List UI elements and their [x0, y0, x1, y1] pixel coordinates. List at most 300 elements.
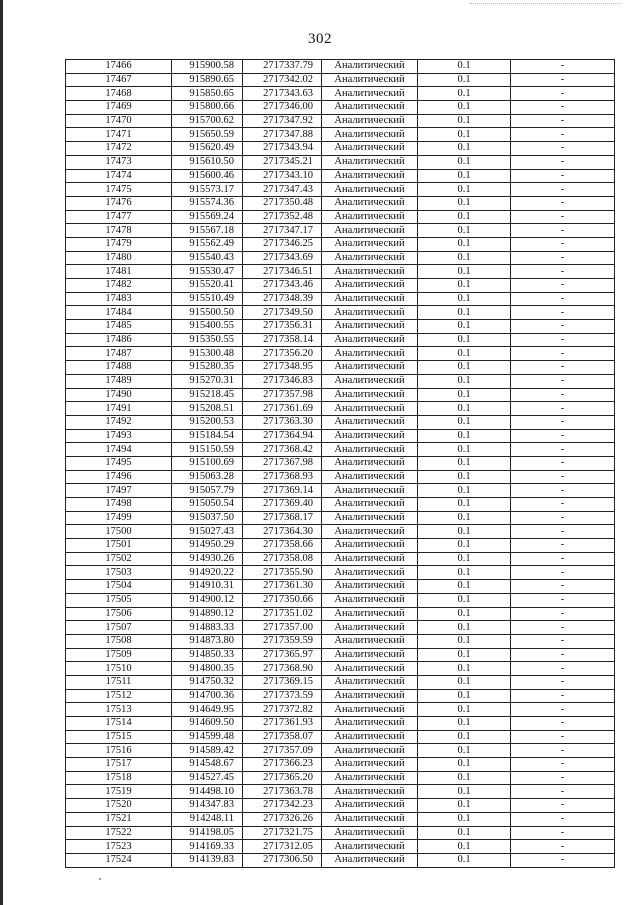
method-cell: Аналитический	[322, 333, 418, 347]
table-row	[66, 265, 615, 279]
table-row	[66, 114, 615, 128]
point-number-cell: 17473	[66, 155, 172, 169]
table-row	[66, 361, 615, 375]
method-cell: Аналитический	[322, 196, 418, 210]
point-number-cell: 17521	[66, 812, 172, 826]
table-row	[66, 73, 615, 87]
description-cell: -	[511, 361, 615, 375]
method-cell: Аналитический	[322, 306, 418, 320]
accuracy-cell: 0.1	[418, 812, 511, 826]
x-coordinate-cell: 914883.33	[172, 621, 243, 635]
accuracy-cell: 0.1	[418, 607, 511, 621]
description-cell: -	[511, 689, 615, 703]
method-cell: Аналитический	[322, 525, 418, 539]
accuracy-cell: 0.1	[418, 744, 511, 758]
method-cell: Аналитический	[322, 142, 418, 156]
y-coordinate-cell: 2717357.98	[243, 388, 322, 402]
x-coordinate-cell: 915650.59	[172, 128, 243, 142]
x-coordinate-cell: 915530.47	[172, 265, 243, 279]
x-coordinate-cell: 915600.46	[172, 169, 243, 183]
method-cell: Аналитический	[322, 101, 418, 115]
method-cell: Аналитический	[322, 224, 418, 238]
y-coordinate-cell: 2717326.26	[243, 812, 322, 826]
point-number-cell: 17519	[66, 785, 172, 799]
accuracy-cell: 0.1	[418, 566, 511, 580]
y-coordinate-cell: 2717361.93	[243, 717, 322, 731]
method-cell: Аналитический	[322, 675, 418, 689]
accuracy-cell: 0.1	[418, 306, 511, 320]
accuracy-cell: 0.1	[418, 717, 511, 731]
x-coordinate-cell: 915200.53	[172, 415, 243, 429]
table-row	[66, 101, 615, 115]
method-cell: Аналитический	[322, 566, 418, 580]
x-coordinate-cell: 914873.80	[172, 634, 243, 648]
description-cell: -	[511, 306, 615, 320]
description-cell: -	[511, 443, 615, 457]
point-number-cell: 17471	[66, 128, 172, 142]
method-cell: Аналитический	[322, 730, 418, 744]
x-coordinate-cell: 914800.35	[172, 662, 243, 676]
accuracy-cell: 0.1	[418, 689, 511, 703]
y-coordinate-cell: 2717358.08	[243, 552, 322, 566]
y-coordinate-cell: 2717372.82	[243, 703, 322, 717]
table-row	[66, 566, 615, 580]
table-row	[66, 251, 615, 265]
table-row	[66, 333, 615, 347]
x-coordinate-cell: 914950.29	[172, 539, 243, 553]
description-cell: -	[511, 826, 615, 840]
description-cell: -	[511, 717, 615, 731]
point-number-cell: 17485	[66, 320, 172, 334]
accuracy-cell: 0.1	[418, 484, 511, 498]
method-cell: Аналитический	[322, 237, 418, 251]
table-row	[66, 429, 615, 443]
method-cell: Аналитический	[322, 73, 418, 87]
y-coordinate-cell: 2717351.02	[243, 607, 322, 621]
description-cell: -	[511, 60, 615, 74]
point-number-cell: 17482	[66, 279, 172, 293]
y-coordinate-cell: 2717321.75	[243, 826, 322, 840]
description-cell: -	[511, 224, 615, 238]
x-coordinate-cell: 915057.79	[172, 484, 243, 498]
table-row	[66, 224, 615, 238]
point-number-cell: 17515	[66, 730, 172, 744]
point-number-cell: 17476	[66, 196, 172, 210]
y-coordinate-cell: 2717367.98	[243, 456, 322, 470]
y-coordinate-cell: 2717359.59	[243, 634, 322, 648]
table-row	[66, 142, 615, 156]
y-coordinate-cell: 2717356.20	[243, 347, 322, 361]
y-coordinate-cell: 2717368.17	[243, 511, 322, 525]
point-number-cell: 17503	[66, 566, 172, 580]
x-coordinate-cell: 915050.54	[172, 498, 243, 512]
method-cell: Аналитический	[322, 183, 418, 197]
y-coordinate-cell: 2717364.94	[243, 429, 322, 443]
table-row	[66, 744, 615, 758]
point-number-cell: 17472	[66, 142, 172, 156]
x-coordinate-cell: 914850.33	[172, 648, 243, 662]
y-coordinate-cell: 2717306.50	[243, 853, 322, 867]
y-coordinate-cell: 2717337.79	[243, 60, 322, 74]
accuracy-cell: 0.1	[418, 265, 511, 279]
table-row	[66, 853, 615, 867]
accuracy-cell: 0.1	[418, 333, 511, 347]
description-cell: -	[511, 484, 615, 498]
accuracy-cell: 0.1	[418, 853, 511, 867]
x-coordinate-cell: 915280.35	[172, 361, 243, 375]
x-coordinate-cell: 914910.31	[172, 580, 243, 594]
method-cell: Аналитический	[322, 320, 418, 334]
method-cell: Аналитический	[322, 292, 418, 306]
x-coordinate-cell: 915270.31	[172, 374, 243, 388]
y-coordinate-cell: 2717350.66	[243, 593, 322, 607]
table-row	[66, 484, 615, 498]
point-number-cell: 17475	[66, 183, 172, 197]
table-row	[66, 580, 615, 594]
point-number-cell: 17513	[66, 703, 172, 717]
method-cell: Аналитический	[322, 662, 418, 676]
method-cell: Аналитический	[322, 429, 418, 443]
table-row	[66, 826, 615, 840]
x-coordinate-cell: 915567.18	[172, 224, 243, 238]
y-coordinate-cell: 2717357.09	[243, 744, 322, 758]
accuracy-cell: 0.1	[418, 320, 511, 334]
x-coordinate-cell: 915037.50	[172, 511, 243, 525]
method-cell: Аналитический	[322, 785, 418, 799]
method-cell: Аналитический	[322, 580, 418, 594]
point-number-cell: 17508	[66, 634, 172, 648]
point-number-cell: 17512	[66, 689, 172, 703]
x-coordinate-cell: 914589.42	[172, 744, 243, 758]
description-cell: -	[511, 374, 615, 388]
table-row	[66, 758, 615, 772]
method-cell: Аналитический	[322, 443, 418, 457]
point-number-cell: 17489	[66, 374, 172, 388]
method-cell: Аналитический	[322, 539, 418, 553]
table-row	[66, 306, 615, 320]
table-row	[66, 840, 615, 854]
y-coordinate-cell: 2717373.59	[243, 689, 322, 703]
description-cell: -	[511, 648, 615, 662]
method-cell: Аналитический	[322, 265, 418, 279]
y-coordinate-cell: 2717358.66	[243, 539, 322, 553]
y-coordinate-cell: 2717363.78	[243, 785, 322, 799]
x-coordinate-cell: 914599.48	[172, 730, 243, 744]
accuracy-cell: 0.1	[418, 675, 511, 689]
y-coordinate-cell: 2717350.48	[243, 196, 322, 210]
accuracy-cell: 0.1	[418, 621, 511, 635]
accuracy-cell: 0.1	[418, 470, 511, 484]
point-number-cell: 17486	[66, 333, 172, 347]
x-coordinate-cell: 914609.50	[172, 717, 243, 731]
y-coordinate-cell: 2717365.20	[243, 771, 322, 785]
description-cell: -	[511, 730, 615, 744]
y-coordinate-cell: 2717342.23	[243, 799, 322, 813]
accuracy-cell: 0.1	[418, 648, 511, 662]
description-cell: -	[511, 456, 615, 470]
y-coordinate-cell: 2717369.15	[243, 675, 322, 689]
table-row	[66, 320, 615, 334]
accuracy-cell: 0.1	[418, 347, 511, 361]
point-number-cell: 17496	[66, 470, 172, 484]
y-coordinate-cell: 2717364.30	[243, 525, 322, 539]
accuracy-cell: 0.1	[418, 210, 511, 224]
y-coordinate-cell: 2717312.05	[243, 840, 322, 854]
description-cell: -	[511, 292, 615, 306]
point-number-cell: 17467	[66, 73, 172, 87]
method-cell: Аналитический	[322, 717, 418, 731]
accuracy-cell: 0.1	[418, 224, 511, 238]
x-coordinate-cell: 915573.17	[172, 183, 243, 197]
table-row	[66, 388, 615, 402]
table-row	[66, 771, 615, 785]
method-cell: Аналитический	[322, 498, 418, 512]
y-coordinate-cell: 2717349.50	[243, 306, 322, 320]
description-cell: -	[511, 799, 615, 813]
description-cell: -	[511, 101, 615, 115]
accuracy-cell: 0.1	[418, 128, 511, 142]
method-cell: Аналитический	[322, 648, 418, 662]
x-coordinate-cell: 915700.62	[172, 114, 243, 128]
table-row	[66, 279, 615, 293]
accuracy-cell: 0.1	[418, 580, 511, 594]
accuracy-cell: 0.1	[418, 758, 511, 772]
method-cell: Аналитический	[322, 771, 418, 785]
method-cell: Аналитический	[322, 607, 418, 621]
table-row	[66, 60, 615, 74]
y-coordinate-cell: 2717358.14	[243, 333, 322, 347]
y-coordinate-cell: 2717365.97	[243, 648, 322, 662]
point-number-cell: 17469	[66, 101, 172, 115]
table-row	[66, 593, 615, 607]
x-coordinate-cell: 915610.50	[172, 155, 243, 169]
y-coordinate-cell: 2717342.02	[243, 73, 322, 87]
table-row	[66, 210, 615, 224]
x-coordinate-cell: 915184.54	[172, 429, 243, 443]
x-coordinate-cell: 914139.83	[172, 853, 243, 867]
accuracy-cell: 0.1	[418, 662, 511, 676]
description-cell: -	[511, 853, 615, 867]
method-cell: Аналитический	[322, 402, 418, 416]
x-coordinate-cell: 915850.65	[172, 87, 243, 101]
x-coordinate-cell: 914548.67	[172, 758, 243, 772]
y-coordinate-cell: 2717358.07	[243, 730, 322, 744]
y-coordinate-cell: 2717361.30	[243, 580, 322, 594]
method-cell: Аналитический	[322, 361, 418, 375]
table-row	[66, 730, 615, 744]
point-number-cell: 17520	[66, 799, 172, 813]
accuracy-cell: 0.1	[418, 73, 511, 87]
description-cell: -	[511, 320, 615, 334]
point-number-cell: 17505	[66, 593, 172, 607]
accuracy-cell: 0.1	[418, 634, 511, 648]
description-cell: -	[511, 114, 615, 128]
x-coordinate-cell: 914169.33	[172, 840, 243, 854]
coordinates-table-body	[66, 60, 615, 868]
method-cell: Аналитический	[322, 279, 418, 293]
x-coordinate-cell: 914900.12	[172, 593, 243, 607]
description-cell: -	[511, 607, 615, 621]
description-cell: -	[511, 675, 615, 689]
x-coordinate-cell: 915063.28	[172, 470, 243, 484]
y-coordinate-cell: 2717363.30	[243, 415, 322, 429]
x-coordinate-cell: 915218.45	[172, 388, 243, 402]
accuracy-cell: 0.1	[418, 785, 511, 799]
point-number-cell: 17477	[66, 210, 172, 224]
accuracy-cell: 0.1	[418, 826, 511, 840]
x-coordinate-cell: 915890.65	[172, 73, 243, 87]
y-coordinate-cell: 2717348.95	[243, 361, 322, 375]
point-number-cell: 17494	[66, 443, 172, 457]
table-row	[66, 662, 615, 676]
y-coordinate-cell: 2717366.23	[243, 758, 322, 772]
x-coordinate-cell: 915027.43	[172, 525, 243, 539]
x-coordinate-cell: 914198.05	[172, 826, 243, 840]
accuracy-cell: 0.1	[418, 525, 511, 539]
method-cell: Аналитический	[322, 388, 418, 402]
accuracy-cell: 0.1	[418, 374, 511, 388]
y-coordinate-cell: 2717347.92	[243, 114, 322, 128]
table-row	[66, 799, 615, 813]
method-cell: Аналитический	[322, 87, 418, 101]
description-cell: -	[511, 552, 615, 566]
description-cell: -	[511, 155, 615, 169]
x-coordinate-cell: 914750.32	[172, 675, 243, 689]
description-cell: -	[511, 251, 615, 265]
point-number-cell: 17468	[66, 87, 172, 101]
y-coordinate-cell: 2717343.10	[243, 169, 322, 183]
x-coordinate-cell: 915100.69	[172, 456, 243, 470]
accuracy-cell: 0.1	[418, 142, 511, 156]
table-row	[66, 237, 615, 251]
accuracy-cell: 0.1	[418, 771, 511, 785]
coordinates-table	[65, 59, 615, 868]
y-coordinate-cell: 2717346.00	[243, 101, 322, 115]
point-number-cell: 17493	[66, 429, 172, 443]
x-coordinate-cell: 914649.95	[172, 703, 243, 717]
y-coordinate-cell: 2717345.21	[243, 155, 322, 169]
point-number-cell: 17492	[66, 415, 172, 429]
table-row	[66, 347, 615, 361]
x-coordinate-cell: 914527.45	[172, 771, 243, 785]
point-number-cell: 17511	[66, 675, 172, 689]
method-cell: Аналитический	[322, 484, 418, 498]
description-cell: -	[511, 429, 615, 443]
point-number-cell: 17478	[66, 224, 172, 238]
x-coordinate-cell: 915500.50	[172, 306, 243, 320]
y-coordinate-cell: 2717361.69	[243, 402, 322, 416]
x-coordinate-cell: 915540.43	[172, 251, 243, 265]
point-number-cell: 17479	[66, 237, 172, 251]
table-row	[66, 498, 615, 512]
accuracy-cell: 0.1	[418, 251, 511, 265]
point-number-cell: 17488	[66, 361, 172, 375]
table-row	[66, 621, 615, 635]
method-cell: Аналитический	[322, 758, 418, 772]
description-cell: -	[511, 621, 615, 635]
description-cell: -	[511, 662, 615, 676]
point-number-cell: 17499	[66, 511, 172, 525]
description-cell: -	[511, 265, 615, 279]
method-cell: Аналитический	[322, 634, 418, 648]
point-number-cell: 17523	[66, 840, 172, 854]
x-coordinate-cell: 915569.24	[172, 210, 243, 224]
description-cell: -	[511, 183, 615, 197]
description-cell: -	[511, 415, 615, 429]
method-cell: Аналитический	[322, 744, 418, 758]
method-cell: Аналитический	[322, 128, 418, 142]
accuracy-cell: 0.1	[418, 155, 511, 169]
point-number-cell: 17487	[66, 347, 172, 361]
y-coordinate-cell: 2717368.90	[243, 662, 322, 676]
x-coordinate-cell: 914890.12	[172, 607, 243, 621]
description-cell: -	[511, 785, 615, 799]
point-number-cell: 17504	[66, 580, 172, 594]
description-cell: -	[511, 402, 615, 416]
description-cell: -	[511, 87, 615, 101]
x-coordinate-cell: 914700.36	[172, 689, 243, 703]
point-number-cell: 17484	[66, 306, 172, 320]
table-row	[66, 169, 615, 183]
table-row	[66, 717, 615, 731]
table-row	[66, 634, 615, 648]
description-cell: -	[511, 237, 615, 251]
point-number-cell: 17498	[66, 498, 172, 512]
description-cell: -	[511, 347, 615, 361]
accuracy-cell: 0.1	[418, 415, 511, 429]
accuracy-cell: 0.1	[418, 730, 511, 744]
page-number: 302	[308, 31, 332, 47]
table-row	[66, 443, 615, 457]
method-cell: Аналитический	[322, 799, 418, 813]
method-cell: Аналитический	[322, 853, 418, 867]
table-row	[66, 689, 615, 703]
point-number-cell: 17480	[66, 251, 172, 265]
description-cell: -	[511, 539, 615, 553]
table-row	[66, 470, 615, 484]
description-cell: -	[511, 812, 615, 826]
point-number-cell: 17491	[66, 402, 172, 416]
method-cell: Аналитический	[322, 169, 418, 183]
method-cell: Аналитический	[322, 826, 418, 840]
accuracy-cell: 0.1	[418, 101, 511, 115]
accuracy-cell: 0.1	[418, 388, 511, 402]
point-number-cell: 17518	[66, 771, 172, 785]
point-number-cell: 17516	[66, 744, 172, 758]
method-cell: Аналитический	[322, 456, 418, 470]
x-coordinate-cell: 915300.48	[172, 347, 243, 361]
table-row	[66, 552, 615, 566]
description-cell: -	[511, 388, 615, 402]
table-row	[66, 607, 615, 621]
description-cell: -	[511, 525, 615, 539]
accuracy-cell: 0.1	[418, 703, 511, 717]
y-coordinate-cell: 2717355.90	[243, 566, 322, 580]
table-row	[66, 292, 615, 306]
description-cell: -	[511, 593, 615, 607]
method-cell: Аналитический	[322, 251, 418, 265]
scan-top-marks	[470, 3, 620, 6]
x-coordinate-cell: 914347.83	[172, 799, 243, 813]
method-cell: Аналитический	[322, 689, 418, 703]
accuracy-cell: 0.1	[418, 539, 511, 553]
description-cell: -	[511, 279, 615, 293]
y-coordinate-cell: 2717346.51	[243, 265, 322, 279]
x-coordinate-cell: 915350.55	[172, 333, 243, 347]
table-row	[66, 812, 615, 826]
method-cell: Аналитический	[322, 703, 418, 717]
y-coordinate-cell: 2717343.46	[243, 279, 322, 293]
